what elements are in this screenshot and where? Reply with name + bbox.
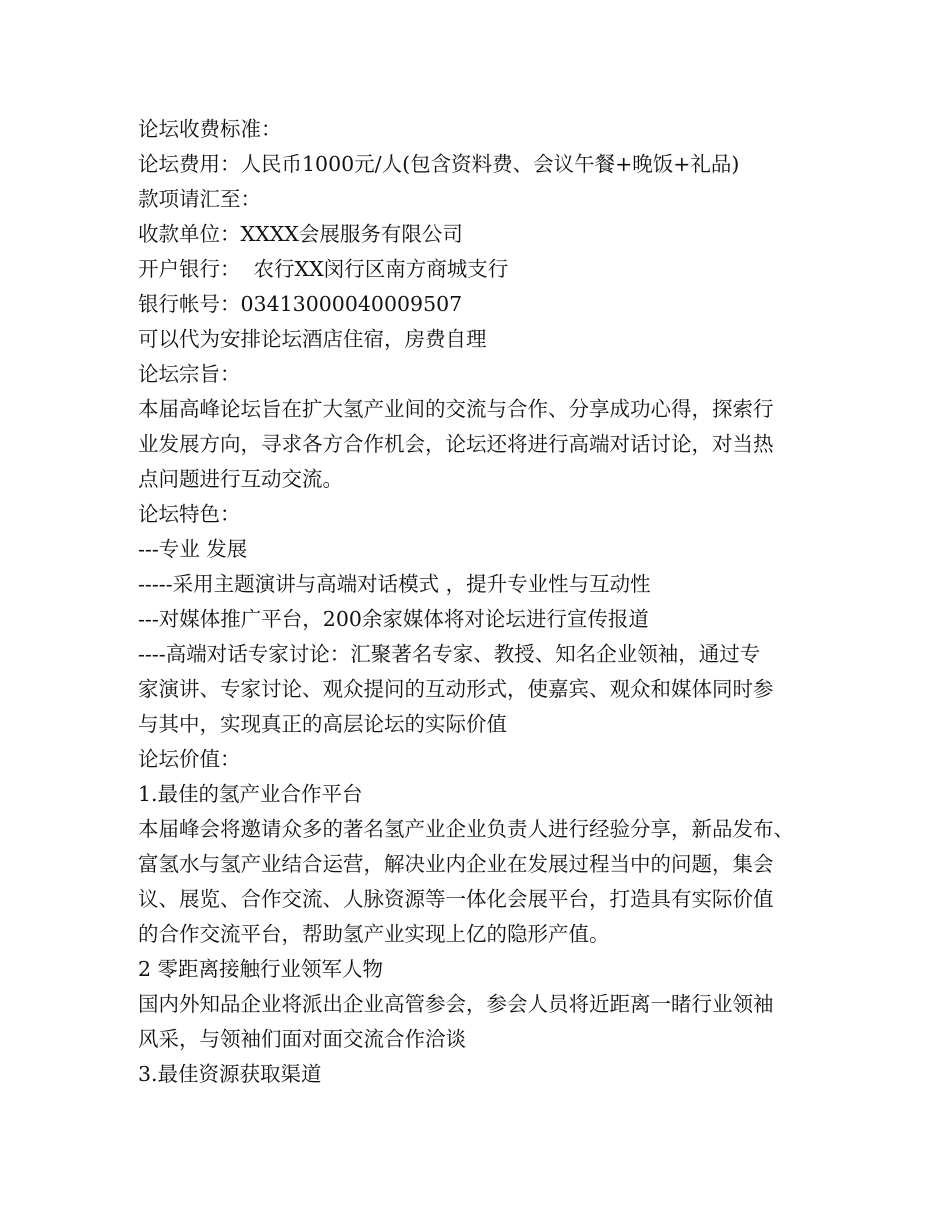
fee-amount-line: 论坛费用：人民币1000元/人(包含资料费、会议午餐+晚饭+礼品): [138, 152, 740, 176]
purpose-text-line: 业发展方向，寻求各方合作机会，论坛还将进行高端对话讨论，对当热: [138, 432, 774, 456]
hotel-line: 可以代为安排论坛酒店住宿，房费自理: [138, 327, 487, 351]
bank-line: 开户银行： 农行XX闵行区南方商城支行: [138, 257, 509, 281]
value-text-line: 议、展览、合作交流、人脉资源等一体化会展平台，打造具有实际价值: [138, 887, 774, 911]
value-text-line: 本届峰会将邀请众多的著名氢产业企业负责人进行经验分享，新品发布、: [138, 817, 794, 841]
value-text-line: 的合作交流平台，帮助氢产业实现上亿的隐形产值。: [138, 922, 610, 946]
value-item-title: 2 零距离接触行业领军人物: [138, 957, 384, 981]
value-text-line: 富氢水与氢产业结合运营，解决业内企业在发展过程当中的问题，集会: [138, 852, 774, 876]
fee-standard-heading: 论坛收费标准：: [138, 117, 282, 141]
feature-item: -----采用主题演讲与高端对话模式 ，提升专业性与互动性: [138, 572, 651, 596]
feature-item: ---专业 发展: [138, 537, 248, 561]
feature-item: ---对媒体推广平台，200余家媒体将对论坛进行宣传报道: [138, 607, 649, 631]
value-item-title: 1.最佳的氢产业合作平台: [138, 782, 363, 806]
purpose-heading: 论坛宗旨：: [138, 362, 241, 386]
account-number-line: 银行帐号：03413000040009507: [138, 292, 463, 316]
value-text-line: 国内外知品企业将派出企业高管参会，参会人员将近距离一睹行业领袖: [138, 992, 774, 1016]
payee-line: 收款单位：XXXX会展服务有限公司: [138, 222, 463, 246]
value-text-line: 风采，与领袖们面对面交流合作洽谈: [138, 1027, 466, 1051]
feature-item-continued: 与其中，实现真正的高层论坛的实际价值: [138, 712, 507, 736]
feature-item: ----高端对话专家讨论：汇聚著名专家、教授、知名企业领袖，通过专: [138, 642, 761, 666]
remittance-heading: 款项请汇至：: [138, 187, 261, 211]
purpose-text-line: 点问题进行互动交流。: [138, 467, 343, 491]
value-heading: 论坛价值：: [138, 747, 241, 771]
purpose-text-line: 本届高峰论坛旨在扩大氢产业间的交流与合作、分享成功心得，探索行: [138, 397, 774, 421]
feature-item-continued: 家演讲、专家讨论、观众提问的互动形式，使嘉宾、观众和媒体同时参: [138, 677, 774, 701]
value-item-title: 3.最佳资源获取渠道: [138, 1062, 322, 1086]
features-heading: 论坛特色：: [138, 502, 241, 526]
document-page: [138, 112, 828, 1092]
